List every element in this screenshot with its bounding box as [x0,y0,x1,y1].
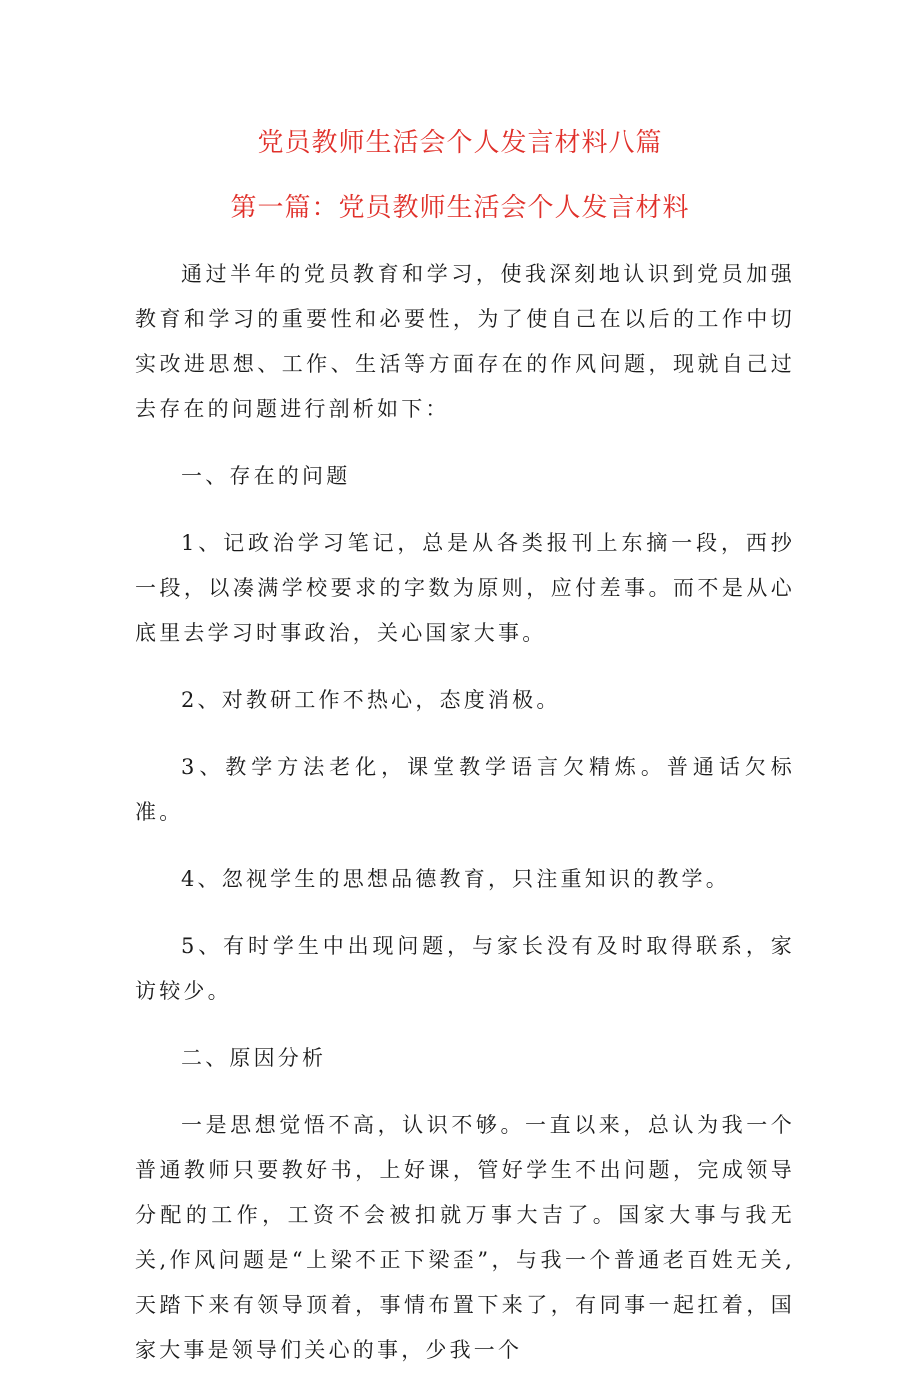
document-body [135,252,795,1395]
problem-item-4: 4、忽视学生的思想品德教育，只注重知识的教学。 [181,867,730,891]
section-heading-problems: 一、存在的问题 [181,464,351,488]
document-title: 党员教师生活会个人发言材料八篇 [257,128,663,158]
problem-item-3: 3、教学方法老化，课堂教学语言欠精炼。普通话欠标准。 [135,755,795,824]
analysis-paragraph-1: 一是思想觉悟不高，认识不够。一直以来，总认为我一个普通教师只要教好书，上好课，管好学生不出问题，完成领导分配的工作，工资不会被扣就万事大吉了。国家大事与我无关,作风问题是“上梁不正下梁歪”，与我一个普通老百姓无关,天踏下来有领导顶着，事情布置下来了，有同事一起扛着，国家大事是领导们关心的事，少我一个 [135,1113,795,1362]
problem-item-2: 2、对教研工作不热心，态度消极。 [181,688,561,712]
problem-item-1: 1、记政治学习笔记，总是从各类报刊上东摘一段，西抄一段，以凑满学校要求的字数为原则，应付差事。而不是从心底里去学习时事政治，关心国家大事。 [135,531,795,645]
section-title: 第一篇：党员教师生活会个人发言材料 [230,193,690,223]
problem-item-5: 5、有时学生中出现问题，与家长没有及时取得联系，家访较少。 [135,934,795,1003]
intro-paragraph: 通过半年的党员教育和学习，使我深刻地认识到党员加强教育和学习的重要性和必要性，为了使自己在以后的工作中切实改进思想、工作、生活等方面存在的作风问题，现就自己过去存在的问题进行剖析如下： [135,262,795,421]
section-heading-analysis: 二、原因分析 [181,1046,327,1070]
